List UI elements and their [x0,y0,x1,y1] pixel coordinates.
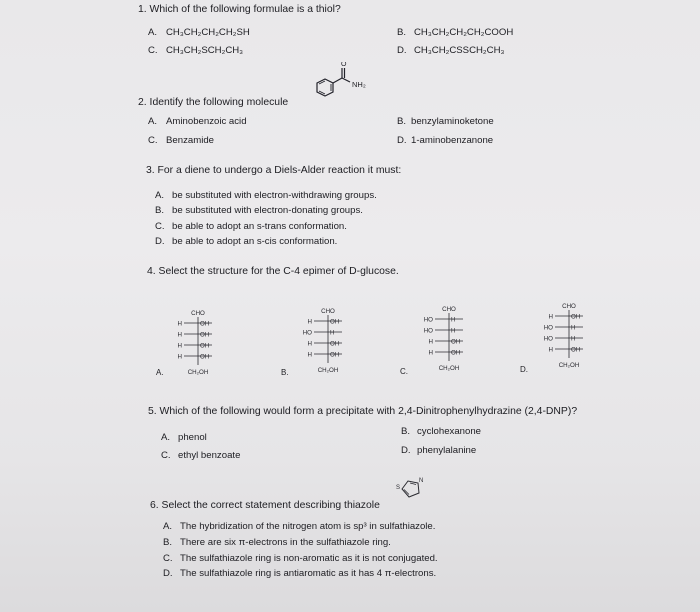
option-letter[interactable]: A. [156,368,164,377]
option-letter: D. [155,236,165,247]
svg-text:HO: HO [423,327,433,335]
option-letter: A. [161,432,171,443]
svg-text:HO: HO [302,329,312,337]
fischer-projection-d [537,300,601,370]
option-text[interactable]: There are six π-electrons in the sulfathiazole ring. [180,537,391,548]
option-text[interactable]: Benzamide [166,135,214,146]
svg-text:H: H [451,316,456,324]
svg-text:OH: OH [451,349,461,357]
amine-group-label: NH₂ [352,80,366,89]
thiazole-ring-structure [394,474,430,504]
fischer-top: CHO [321,308,335,315]
svg-text:H: H [548,313,553,321]
option-letter[interactable]: D. [520,365,528,374]
option-text[interactable]: CH₃CH₂CH₂CH₂SH [166,27,250,38]
svg-text:OH: OH [200,353,210,361]
svg-text:H: H [428,338,433,346]
svg-text:OH: OH [571,346,581,354]
fischer-top: CHO [191,310,205,317]
option-letter[interactable]: B. [281,368,289,377]
svg-text:OH: OH [571,313,581,321]
svg-text:H: H [307,340,312,348]
svg-text:H: H [177,342,182,350]
svg-text:OH: OH [330,351,340,359]
fischer-top: CHO [442,306,456,313]
fischer-projection-b [296,305,360,375]
svg-text:H: H [177,320,182,328]
option-text[interactable]: ethyl benzoate [178,450,241,461]
option-letter: B. [397,27,407,38]
option-text[interactable]: be substituted with electron-withdrawing groups. [172,190,377,201]
option-letter: A. [148,27,158,38]
option-text[interactable]: The sulfathiazole ring is antiaromatic as it has 4 π-electrons. [180,568,437,579]
option-letter: A. [163,521,173,532]
option-text[interactable]: The sulfathiazole ring is non-aromatic as it is not conjugated. [180,553,438,564]
option-letter: B. [155,205,165,216]
option-text[interactable]: phenol [178,432,207,443]
option-text[interactable]: be able to adopt an s-trans conformation. [172,221,347,232]
option-text[interactable]: 1-aminobenzanone [411,135,494,146]
svg-text:H: H [330,329,335,337]
fischer-bottom: CH₂OH [317,367,339,374]
question-2-text: 2. Identify the following molecule [138,97,289,108]
svg-text:OH: OH [330,318,340,326]
option-letter: D. [397,45,407,56]
svg-text:O: O [341,62,347,68]
option-text[interactable]: The hybridization of the nitrogen atom is sp³ in sulfathiazole. [180,521,436,532]
option-text[interactable]: cyclohexanone [417,426,482,437]
question-3-text: 3. For a diene to undergo a Diels-Alder reaction it must: [146,165,402,176]
svg-text:OH: OH [200,331,210,339]
option-text[interactable]: benzylaminoketone [411,116,494,127]
fischer-top: CHO [562,303,576,310]
svg-text:H: H [307,318,312,326]
svg-text:OH: OH [330,340,340,348]
option-text[interactable]: Aminobenzoic acid [166,116,247,127]
fischer-bottom: CH₂OH [558,362,580,369]
svg-text:H: H [571,324,576,332]
option-text[interactable]: be substituted with electron-donating groups. [172,205,363,216]
option-letter: B. [401,426,411,437]
svg-text:H: H [177,353,182,361]
option-letter: C. [148,45,158,56]
svg-text:H: H [177,331,182,339]
option-letter: D. [401,445,411,456]
fischer-projection-a [166,307,230,377]
svg-text:H: H [571,335,576,343]
option-text[interactable]: CH₃CH₂CSSCH₂CH₃ [414,45,505,56]
svg-text:OH: OH [200,320,210,328]
fischer-projection-c [417,303,481,373]
svg-text:H: H [428,349,433,357]
option-letter: B. [163,537,173,548]
svg-text:OH: OH [451,338,461,346]
option-letter[interactable]: C. [400,367,408,376]
svg-text:HO: HO [543,324,553,332]
thiazole-nitrogen-label: N [419,478,424,484]
fischer-bottom: CH₂OH [187,369,209,376]
question-6-text: 6. Select the correct statement describing thiazole [150,500,380,511]
option-text[interactable]: be able to adopt an s-cis conformation. [172,236,338,247]
question-4-text: 4. Select the structure for the C-4 epimer of D-glucose. [147,266,399,277]
svg-text:H: H [451,327,456,335]
option-letter: C. [155,221,165,232]
option-letter: A. [148,116,158,127]
svg-text:OH: OH [200,342,210,350]
option-text[interactable]: CH₃CH₂SCH₂CH₃ [166,45,244,56]
option-letter: A. [155,190,165,201]
option-letter: D. [163,568,173,579]
option-letter: B. [397,116,407,127]
svg-text:H: H [548,346,553,354]
option-text[interactable]: phenylalanine [417,445,477,456]
fischer-bottom: CH₂OH [438,365,460,372]
thiazole-sulfur-label: S [396,485,401,491]
option-letter: C. [161,450,171,461]
svg-text:HO: HO [423,316,433,324]
option-text[interactable]: CH₃CH₂CH₂CH₂COOH [414,27,514,38]
option-letter: C. [163,553,173,564]
option-letter: D. [397,135,407,146]
question-1-text: 1. Which of the following formulae is a thiol? [138,4,341,15]
svg-text:H: H [307,351,312,359]
svg-text:HO: HO [543,335,553,343]
option-letter: C. [148,135,158,146]
question-5-text: 5. Which of the following would form a precipitate with 2,4-Dinitrophenylhydrazine (2,4-DNP)? [148,406,578,417]
